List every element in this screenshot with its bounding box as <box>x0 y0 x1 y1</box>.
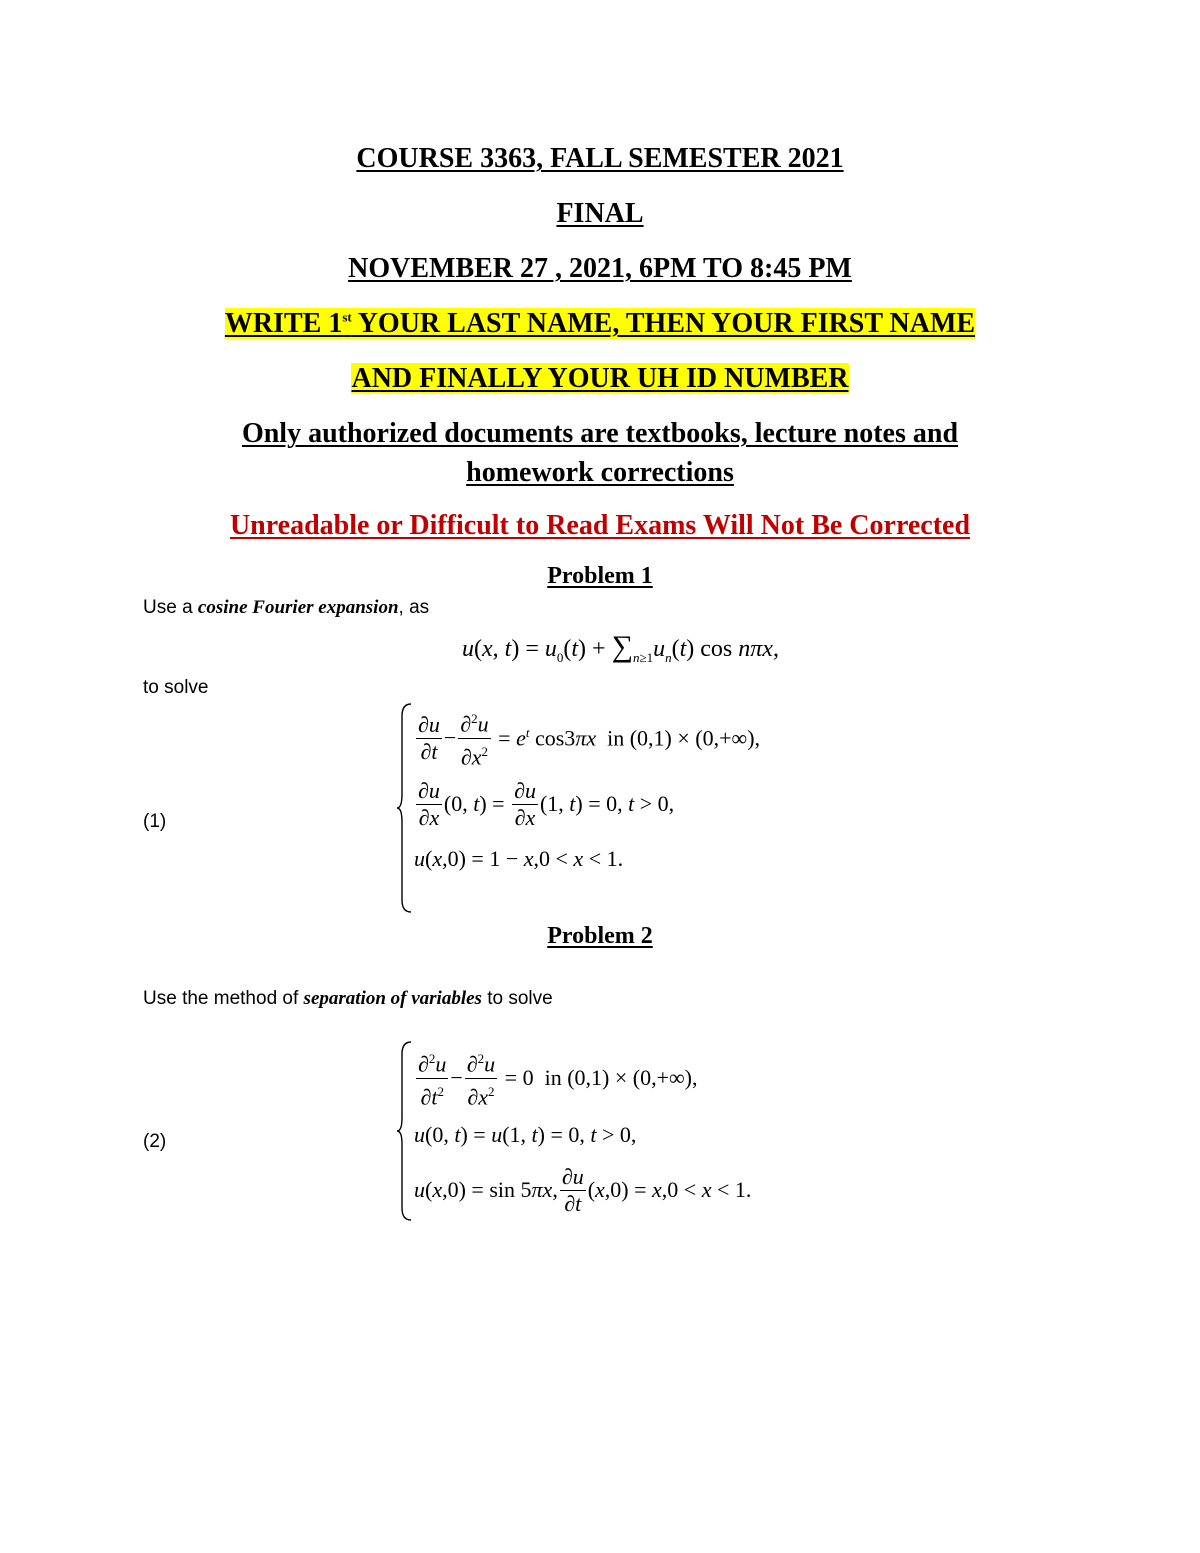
problem2-title: Problem 2 <box>547 923 653 949</box>
authorized-docs-line2: homework corrections <box>466 457 734 488</box>
problem2-brace <box>396 1040 414 1222</box>
problem1-system <box>414 705 760 879</box>
problem2-system <box>414 1045 751 1221</box>
problem1-initial-condition: u(x,0) = 1 − x,0 < x < 1. <box>414 846 624 871</box>
course-title: COURSE 3363, FALL SEMESTER 2021 <box>356 143 844 174</box>
problem2-wave-equation: $\frac{\partial^2u}{\partial t^2}$ − $\frac{\partial^2u}{\partial x^2}$ = 0 in (0,1) × (0,+∞), <box>414 1045 751 1111</box>
id-instruction: AND FINALLY YOUR UH ID NUMBER <box>351 363 849 394</box>
name-instruction <box>0 308 1200 340</box>
exam-title: FINAL <box>556 198 644 229</box>
authorized-docs-line1: Only authorized documents are textbooks, lecture notes and <box>241 418 959 449</box>
problem2-initial-conditions: u(x,0) = sin 5πx, $\frac{\partial u}{\partial t}$ (x,0) = x,0 < x < 1. <box>414 1163 752 1216</box>
exam-date: NOVEMBER 27 , 2021, 6PM TO 8:45 PM <box>348 253 852 284</box>
problem1-to-solve: to solve <box>143 677 209 698</box>
problem1-pde: $\frac{\partial u}{\partial t}$ − $\frac{\partial^2u}{\partial x^2}$ = $e^t$ cos3πx in (0,1) × (0,+∞), <box>414 705 760 771</box>
problem2-boundary-condition: u(0, t) = u(1, t) = 0, t > 0, <box>414 1122 637 1147</box>
problem1-boundary-condition: $\frac{\partial u}{\partial x}$ (0, t) = $\frac{\partial u}{\partial x}$ (1, t) = 0, t > 0, <box>418 777 675 830</box>
problem2-equation-label: (2) <box>143 1131 167 1152</box>
problem2-intro: Use the method of separation of variables to solve <box>143 988 553 1009</box>
name-instruction-highlight: WRITE 1st YOUR LAST NAME, THEN YOUR FIRST NAME <box>224 308 976 339</box>
problem1-title: Problem 1 <box>547 563 653 589</box>
readability-warning: Unreadable or Difficult to Read Exams Will Not Be Corrected <box>229 510 971 541</box>
problem1-intro: Use a cosine Fourier expansion, as <box>143 597 430 618</box>
problem1-equation-label: (1) <box>143 811 167 832</box>
fourier-expansion-formula: u(x, $t) = u_0(t) + \sum_{n\ge 1}u_n(t)$ cos nπx, <box>462 630 779 665</box>
problem1-brace <box>396 702 414 914</box>
